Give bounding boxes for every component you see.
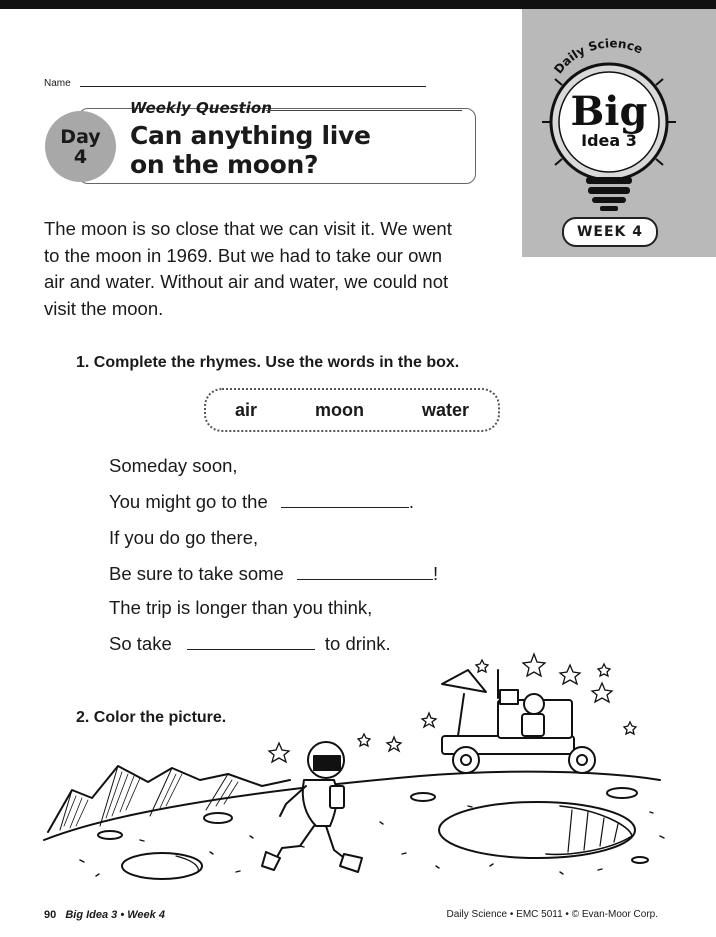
- week-pill: WEEK 4: [562, 217, 658, 247]
- question-2-number: 2.: [76, 709, 90, 726]
- rhyme-line-2-text: You might go to the: [109, 491, 268, 512]
- footer-section: Big Idea 3 • Week 4: [65, 909, 165, 921]
- answer-blank-1[interactable]: [281, 493, 409, 508]
- badge-subtitle: Idea 3: [581, 131, 637, 150]
- day-word: Day: [60, 125, 101, 148]
- question-1: [76, 354, 459, 372]
- rhyme-line-4-text: Be sure to take some: [109, 563, 284, 584]
- weekly-question-rule: [266, 110, 462, 111]
- rhyme-line-6-text: So take: [109, 633, 172, 654]
- badge-series: Daily Science: [551, 36, 645, 77]
- question-2-text: Color the picture.: [93, 709, 227, 726]
- day-circle: [45, 111, 116, 182]
- day-number: 4: [73, 145, 88, 168]
- rhyme-line-4: [109, 563, 438, 585]
- rhyme-line-6-end: to drink.: [324, 633, 391, 654]
- weekly-question-label: Weekly Question: [130, 99, 272, 117]
- rhyme-line-4-end: !: [432, 563, 439, 584]
- moon-scene-picture[interactable]: [0, 640, 716, 890]
- top-rule: [0, 0, 716, 9]
- name-line[interactable]: [80, 86, 426, 87]
- footer-publisher: Daily Science • EMC 5011 • © Evan-Moor Corp.: [446, 909, 658, 920]
- rhyme-line-3: If you do go there,: [109, 527, 259, 548]
- rhyme-line-2: [109, 491, 414, 513]
- word-moon: moon: [314, 399, 364, 420]
- word-water: water: [421, 399, 469, 420]
- intro-paragraph: The moon is so close that we can visit it. We went to the moon in 1969. But we had to take our own air and water. Without air and water, we could not visit the moon.: [44, 218, 452, 319]
- word-air: air: [234, 399, 258, 420]
- page-number: 90: [44, 909, 57, 921]
- answer-blank-2[interactable]: [297, 565, 433, 580]
- badge-title: Big: [570, 88, 648, 135]
- big-idea-badge: [522, 9, 716, 257]
- rhyme-line-2-end: .: [408, 491, 415, 512]
- rhyme-line-5: The trip is longer than you think,: [109, 597, 373, 618]
- rhyme-line-1: Someday soon,: [109, 455, 238, 476]
- word-box: [204, 388, 500, 432]
- footer-left: [44, 909, 165, 921]
- question-text: Can anything live on the moon?: [130, 121, 371, 179]
- name-label: Name: [44, 78, 71, 89]
- question-1-text: Complete the rhymes. Use the words in the box.: [93, 354, 460, 371]
- question-1-number: 1.: [76, 354, 90, 371]
